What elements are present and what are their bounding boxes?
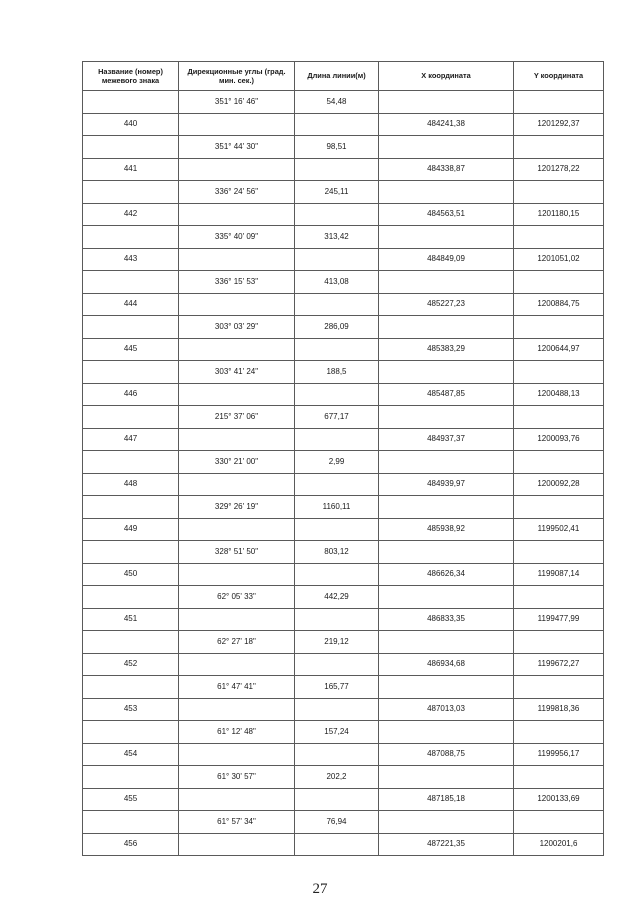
direction-angle-cell: 330° 21' 00" — [179, 451, 295, 474]
x-coordinate-cell: 486626,34 — [379, 563, 514, 586]
x-coordinate-cell — [379, 406, 514, 429]
boundary-coordinates-table — [82, 61, 604, 856]
header-y-coordinate: Y координата — [514, 62, 604, 91]
line-length-cell — [295, 563, 379, 586]
x-coordinate-cell: 485487,85 — [379, 383, 514, 406]
x-coordinate-cell: 487013,03 — [379, 698, 514, 721]
y-coordinate-cell: 1200093,76 — [514, 428, 604, 451]
y-coordinate-cell — [514, 676, 604, 699]
mark-name-cell: 456 — [83, 833, 179, 856]
y-coordinate-cell: 1201180,15 — [514, 203, 604, 226]
mark-name-cell: 449 — [83, 518, 179, 541]
x-coordinate-cell — [379, 136, 514, 159]
direction-angle-cell: 61° 57' 34" — [179, 811, 295, 834]
point-row — [83, 563, 604, 586]
y-coordinate-cell: 1200133,69 — [514, 788, 604, 811]
segment-row — [83, 226, 604, 249]
segment-row — [83, 496, 604, 519]
line-length-cell: 442,29 — [295, 586, 379, 609]
mark-name-cell — [83, 631, 179, 654]
segment-row — [83, 586, 604, 609]
x-coordinate-cell — [379, 541, 514, 564]
x-coordinate-cell — [379, 226, 514, 249]
point-row — [83, 338, 604, 361]
y-coordinate-cell: 1199818,36 — [514, 698, 604, 721]
line-length-cell: 165,77 — [295, 676, 379, 699]
mark-name-cell — [83, 181, 179, 204]
line-length-cell: 76,94 — [295, 811, 379, 834]
x-coordinate-cell — [379, 451, 514, 474]
x-coordinate-cell: 484849,09 — [379, 248, 514, 271]
y-coordinate-cell — [514, 451, 604, 474]
x-coordinate-cell: 484338,87 — [379, 158, 514, 181]
direction-angle-cell — [179, 338, 295, 361]
segment-row — [83, 811, 604, 834]
direction-angle-cell — [179, 788, 295, 811]
mark-name-cell — [83, 676, 179, 699]
x-coordinate-cell: 484937,37 — [379, 428, 514, 451]
point-row — [83, 113, 604, 136]
mark-name-cell — [83, 811, 179, 834]
x-coordinate-cell — [379, 586, 514, 609]
y-coordinate-cell — [514, 496, 604, 519]
page-number: 27 — [312, 881, 328, 897]
line-length-cell: 157,24 — [295, 721, 379, 744]
point-row — [83, 158, 604, 181]
y-coordinate-cell: 1201051,02 — [514, 248, 604, 271]
direction-angle-cell — [179, 698, 295, 721]
line-length-cell — [295, 653, 379, 676]
mark-name-cell — [83, 271, 179, 294]
y-coordinate-cell — [514, 811, 604, 834]
table-body — [83, 91, 604, 856]
y-coordinate-cell: 1200644,97 — [514, 338, 604, 361]
line-length-cell: 54,48 — [295, 91, 379, 114]
line-length-cell: 245,11 — [295, 181, 379, 204]
y-coordinate-cell — [514, 181, 604, 204]
y-coordinate-cell — [514, 361, 604, 384]
mark-name-cell — [83, 361, 179, 384]
x-coordinate-cell: 484939,97 — [379, 473, 514, 496]
mark-name-cell: 450 — [83, 563, 179, 586]
line-length-cell — [295, 383, 379, 406]
header-mark-name: Название (номер) межевого знака — [83, 62, 179, 91]
segment-row — [83, 631, 604, 654]
direction-angle-cell — [179, 158, 295, 181]
direction-angle-cell: 62° 27' 18" — [179, 631, 295, 654]
line-length-cell — [295, 428, 379, 451]
line-length-cell — [295, 113, 379, 136]
x-coordinate-cell — [379, 361, 514, 384]
direction-angle-cell: 328° 51' 50" — [179, 541, 295, 564]
segment-row — [83, 766, 604, 789]
line-length-cell — [295, 518, 379, 541]
point-row — [83, 788, 604, 811]
mark-name-cell — [83, 496, 179, 519]
table-header-row — [83, 62, 604, 91]
line-length-cell: 313,42 — [295, 226, 379, 249]
mark-name-cell — [83, 136, 179, 159]
x-coordinate-cell: 484563,51 — [379, 203, 514, 226]
y-coordinate-cell: 1199956,17 — [514, 743, 604, 766]
segment-row — [83, 361, 604, 384]
segment-row — [83, 136, 604, 159]
point-row — [83, 473, 604, 496]
line-length-cell — [295, 473, 379, 496]
x-coordinate-cell — [379, 721, 514, 744]
point-row — [83, 428, 604, 451]
direction-angle-cell — [179, 113, 295, 136]
point-row — [83, 518, 604, 541]
segment-row — [83, 541, 604, 564]
direction-angle-cell: 61° 30' 57" — [179, 766, 295, 789]
line-length-cell: 803,12 — [295, 541, 379, 564]
x-coordinate-cell: 486934,68 — [379, 653, 514, 676]
y-coordinate-cell — [514, 91, 604, 114]
direction-angle-cell — [179, 293, 295, 316]
mark-name-cell: 445 — [83, 338, 179, 361]
y-coordinate-cell — [514, 721, 604, 744]
segment-row — [83, 451, 604, 474]
direction-angle-cell: 61° 12' 48" — [179, 721, 295, 744]
x-coordinate-cell — [379, 631, 514, 654]
point-row — [83, 743, 604, 766]
x-coordinate-cell: 486833,35 — [379, 608, 514, 631]
mark-name-cell: 455 — [83, 788, 179, 811]
point-row — [83, 383, 604, 406]
mark-name-cell: 441 — [83, 158, 179, 181]
mark-name-cell — [83, 406, 179, 429]
mark-name-cell: 442 — [83, 203, 179, 226]
line-length-cell: 286,09 — [295, 316, 379, 339]
direction-angle-cell — [179, 743, 295, 766]
x-coordinate-cell — [379, 676, 514, 699]
x-coordinate-cell: 487088,75 — [379, 743, 514, 766]
mark-name-cell: 444 — [83, 293, 179, 316]
direction-angle-cell: 303° 03' 29" — [179, 316, 295, 339]
mark-name-cell — [83, 451, 179, 474]
mark-name-cell: 453 — [83, 698, 179, 721]
line-length-cell: 219,12 — [295, 631, 379, 654]
y-coordinate-cell — [514, 541, 604, 564]
y-coordinate-cell: 1201278,22 — [514, 158, 604, 181]
point-row — [83, 293, 604, 316]
line-length-cell — [295, 158, 379, 181]
line-length-cell — [295, 248, 379, 271]
line-length-cell — [295, 293, 379, 316]
direction-angle-cell — [179, 608, 295, 631]
line-length-cell — [295, 743, 379, 766]
line-length-cell — [295, 338, 379, 361]
x-coordinate-cell — [379, 766, 514, 789]
segment-row — [83, 91, 604, 114]
segment-row — [83, 721, 604, 744]
y-coordinate-cell: 1200488,13 — [514, 383, 604, 406]
point-row — [83, 833, 604, 856]
header-x-coordinate: X координата — [379, 62, 514, 91]
mark-name-cell: 452 — [83, 653, 179, 676]
direction-angle-cell — [179, 563, 295, 586]
direction-angle-cell — [179, 248, 295, 271]
direction-angle-cell — [179, 203, 295, 226]
segment-row — [83, 271, 604, 294]
x-coordinate-cell: 485227,23 — [379, 293, 514, 316]
y-coordinate-cell: 1199672,27 — [514, 653, 604, 676]
mark-name-cell — [83, 226, 179, 249]
mark-name-cell — [83, 541, 179, 564]
y-coordinate-cell — [514, 586, 604, 609]
mark-name-cell: 454 — [83, 743, 179, 766]
header-direction-angle: Дирекционные углы (град. мин. сек.) — [179, 62, 295, 91]
line-length-cell: 98,51 — [295, 136, 379, 159]
mark-name-cell: 447 — [83, 428, 179, 451]
direction-angle-cell: 61° 47' 41" — [179, 676, 295, 699]
point-row — [83, 653, 604, 676]
line-length-cell — [295, 698, 379, 721]
line-length-cell: 188,5 — [295, 361, 379, 384]
line-length-cell: 677,17 — [295, 406, 379, 429]
y-coordinate-cell: 1199477,99 — [514, 608, 604, 631]
x-coordinate-cell — [379, 271, 514, 294]
direction-angle-cell — [179, 473, 295, 496]
line-length-cell: 202,2 — [295, 766, 379, 789]
line-length-cell: 413,08 — [295, 271, 379, 294]
direction-angle-cell — [179, 518, 295, 541]
y-coordinate-cell — [514, 766, 604, 789]
y-coordinate-cell: 1200092,28 — [514, 473, 604, 496]
y-coordinate-cell: 1199502,41 — [514, 518, 604, 541]
segment-row — [83, 181, 604, 204]
direction-angle-cell: 335° 40' 09" — [179, 226, 295, 249]
x-coordinate-cell — [379, 181, 514, 204]
y-coordinate-cell — [514, 316, 604, 339]
point-row — [83, 698, 604, 721]
mark-name-cell: 446 — [83, 383, 179, 406]
y-coordinate-cell: 1201292,37 — [514, 113, 604, 136]
y-coordinate-cell: 1199087,14 — [514, 563, 604, 586]
mark-name-cell: 448 — [83, 473, 179, 496]
direction-angle-cell — [179, 833, 295, 856]
line-length-cell — [295, 788, 379, 811]
y-coordinate-cell — [514, 226, 604, 249]
x-coordinate-cell: 487221,35 — [379, 833, 514, 856]
point-row — [83, 203, 604, 226]
direction-angle-cell: 336° 15' 53" — [179, 271, 295, 294]
y-coordinate-cell — [514, 136, 604, 159]
x-coordinate-cell — [379, 91, 514, 114]
segment-row — [83, 316, 604, 339]
mark-name-cell: 440 — [83, 113, 179, 136]
direction-angle-cell: 215° 37' 06" — [179, 406, 295, 429]
direction-angle-cell — [179, 383, 295, 406]
x-coordinate-cell: 485938,92 — [379, 518, 514, 541]
y-coordinate-cell: 1200201,6 — [514, 833, 604, 856]
x-coordinate-cell — [379, 316, 514, 339]
line-length-cell: 2,99 — [295, 451, 379, 474]
line-length-cell: 1160,11 — [295, 496, 379, 519]
direction-angle-cell: 303° 41' 24" — [179, 361, 295, 384]
x-coordinate-cell: 487185,18 — [379, 788, 514, 811]
segment-row — [83, 676, 604, 699]
y-coordinate-cell: 1200884,75 — [514, 293, 604, 316]
mark-name-cell — [83, 91, 179, 114]
y-coordinate-cell — [514, 406, 604, 429]
y-coordinate-cell — [514, 271, 604, 294]
direction-angle-cell: 62° 05' 33" — [179, 586, 295, 609]
mark-name-cell: 443 — [83, 248, 179, 271]
x-coordinate-cell: 485383,29 — [379, 338, 514, 361]
direction-angle-cell — [179, 653, 295, 676]
mark-name-cell — [83, 766, 179, 789]
direction-angle-cell: 351° 44' 30" — [179, 136, 295, 159]
mark-name-cell — [83, 316, 179, 339]
mark-name-cell: 451 — [83, 608, 179, 631]
y-coordinate-cell — [514, 631, 604, 654]
direction-angle-cell: 336° 24' 56" — [179, 181, 295, 204]
x-coordinate-cell — [379, 811, 514, 834]
mark-name-cell — [83, 586, 179, 609]
x-coordinate-cell: 484241,38 — [379, 113, 514, 136]
line-length-cell — [295, 833, 379, 856]
mark-name-cell — [83, 721, 179, 744]
x-coordinate-cell — [379, 496, 514, 519]
segment-row — [83, 406, 604, 429]
point-row — [83, 608, 604, 631]
line-length-cell — [295, 608, 379, 631]
direction-angle-cell: 329° 26' 19" — [179, 496, 295, 519]
direction-angle-cell: 351° 16' 46" — [179, 91, 295, 114]
direction-angle-cell — [179, 428, 295, 451]
header-line-length: Длина линии(м) — [295, 62, 379, 91]
line-length-cell — [295, 203, 379, 226]
point-row — [83, 248, 604, 271]
